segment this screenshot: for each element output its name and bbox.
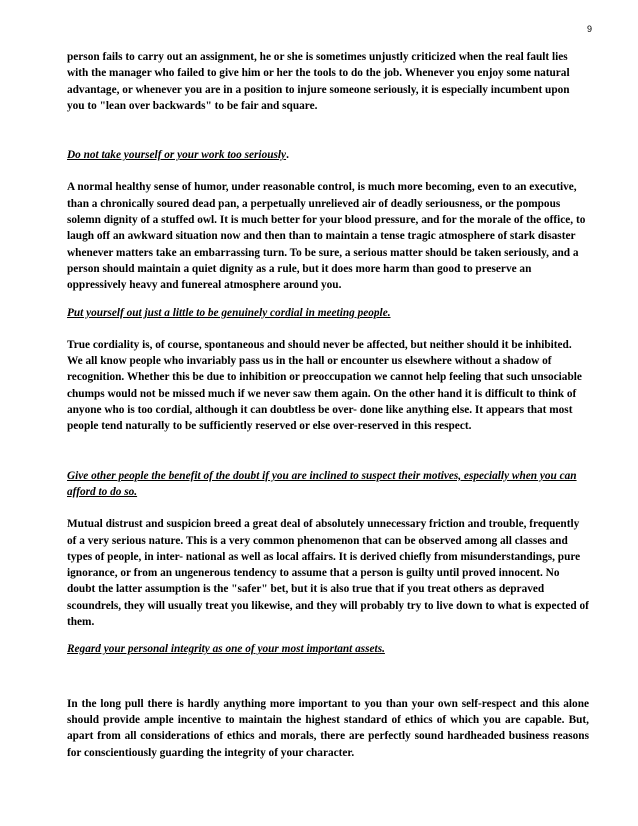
- section-paragraph-2: True cordiality is, of course, spontaneous and should never be affected, but neither should it be inhibited. We all know people who invariably pass us in the hall or encounter us elsewhere without a shadow of recognition. Whether this be due to inhibition or preoccupation we cannot help feeling that such unsociable chumps would not be missed much if we never saw them again. On the other hand it is difficult to think of anyone who is too cordial, although it can doubtless be over- done like anything else. It appears that most people tend naturally to be sufficiently reserved or else over-reserved in this respect.: [67, 338, 582, 433]
- page-content: [67, 49, 589, 761]
- section-heading-1-suffix: .: [286, 149, 289, 162]
- section-heading-4: Regard your personal integrity as one of your most important assets.: [67, 643, 385, 656]
- section-heading-1: [67, 147, 589, 163]
- section-heading-2: Put yourself out just a little to be genuinely cordial in meeting people.: [67, 306, 391, 319]
- section-paragraph-1: A normal healthy sense of humor, under reasonable control, is much more becoming, even to an executive, than a chronically soured dead pan, a perpetually unrelieved air of deadly seriousness, or the pompous solemn dignity of a stuffed owl. It is much better for your blood pressure, and for the morale of the office, to laugh off an awkward situation now and then than to maintain a tense tragic atmosphere of stark disaster whenever matters take an embarrassing turn. To be sure, a serious matter should be taken seriously, and a person should maintain a quiet dignity as a rule, but it does more harm than good to preserve an oppressively heavy and funereal atmosphere around you.: [67, 181, 586, 292]
- section-paragraph-4: In the long pull there is hardly anything more important to you than your own self-respect and this alone should provide ample incentive to maintain the highest standard of ethics of which you are capable. But, apart from all considerations of ethics and morals, there are perfectly sound hardheaded business reasons for conscientiously guarding the integrity of your character.: [67, 697, 589, 759]
- section-paragraph-3: Mutual distrust and suspicion breed a great deal of absolutely unnecessary friction and trouble, frequently of a very serious nature. This is a very common phenomenon that can be observed among all classes and types of people, in inter- national as well as local affairs. It is derived chiefly from misunderstandings, pure ignorance, or from an ungenerous tendency to assume that a person is guilty until proved innocent. No doubt the latter assumption is the "safer" bet, but it is also true that if you treat others as depraved scoundrels, they will usually treat you likewise, and they will probably try to live down to what is expected of them.: [67, 518, 589, 629]
- page-number: 9: [586, 24, 592, 34]
- intro-paragraph: person fails to carry out an assignment, he or she is sometimes unjustly criticized when the real fault lies with the manager who failed to give him or her the tools to do the job. Whenever you enjoy some natural advantage, or whenever you are in a position to injure someone seriously, it is especially incumbent upon you to "lean over backwards" to be fair and square.: [67, 51, 570, 112]
- section-heading-1-text: Do not take yourself or your work too seriously: [67, 149, 287, 162]
- section-heading-3: Give other people the benefit of the doubt if you are inclined to suspect their motives, especially when you can afford to do so.: [67, 469, 577, 498]
